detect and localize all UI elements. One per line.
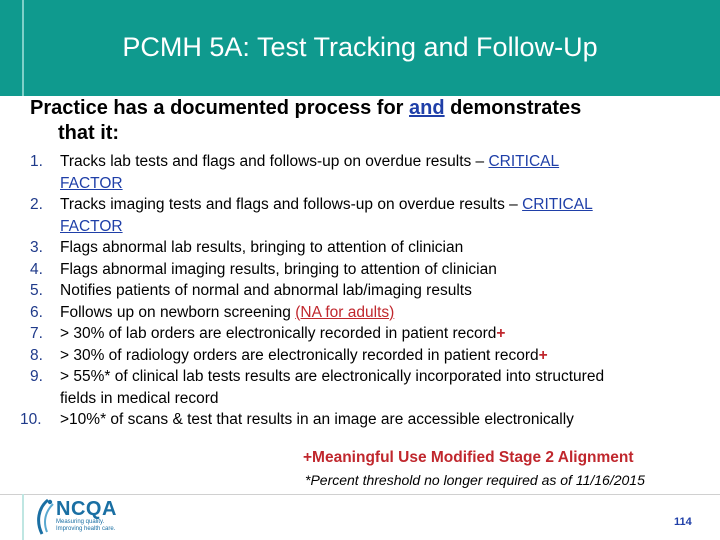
item-text: Follows up on newborn screening <box>60 303 296 321</box>
meaningful-use-note: +Meaningful Use Modified Stage 2 Alignment <box>303 449 634 466</box>
intro-underlined: and <box>409 97 445 119</box>
list-item <box>30 151 700 194</box>
item-text: >10%* of scans & test that results in an image are accessible electronically <box>60 411 574 428</box>
item-text: > 30% of lab orders are electronically recorded in patient record <box>60 325 497 342</box>
list-item <box>30 345 700 367</box>
na-for-adults-note: (NA for adults) <box>295 303 395 321</box>
ncqa-swoosh-icon <box>34 498 56 536</box>
item-text: > 55%* of clinical lab tests results are electronically incorporated into structured <box>60 368 605 385</box>
logo-tagline: Measuring quality. Improving health care. <box>56 519 116 532</box>
item-number: 7. <box>30 325 43 342</box>
list-item <box>30 237 700 259</box>
critical-label-cont: FACTOR <box>60 174 123 192</box>
footer-rule <box>22 494 24 540</box>
page-number: 114 <box>674 516 692 528</box>
list-item <box>30 366 700 409</box>
footer-divider <box>0 494 720 495</box>
slide-title: PCMH 5A: Test Tracking and Follow-Up <box>122 32 598 62</box>
intro-line-2: that it: <box>58 122 120 144</box>
critical-label: CRITICAL <box>522 196 593 213</box>
intro-statement <box>30 96 700 146</box>
item-number: 5. <box>30 282 43 299</box>
item-number: 2. <box>30 196 43 213</box>
list-item <box>30 280 700 302</box>
intro-line-1 <box>30 96 700 121</box>
item-number: 9. <box>30 368 43 385</box>
item-number: 8. <box>30 346 43 364</box>
item-text-cont: fields in medical record <box>60 389 219 407</box>
critical-label-cont: FACTOR <box>60 217 123 235</box>
intro-after: demonstrates <box>444 97 582 119</box>
item-text: Flags abnormal lab results, bringing to attention of clinician <box>60 239 464 256</box>
percent-threshold-note: *Percent threshold no longer required as of 11/16/2015 <box>305 472 645 488</box>
item-text: > 30% of radiology orders are electronically recorded in patient record <box>60 346 539 364</box>
list-item <box>30 302 700 324</box>
logo-wordmark: NCQA <box>56 498 117 520</box>
list-item <box>30 323 700 345</box>
item-number: 1. <box>30 153 43 170</box>
item-number: 6. <box>30 303 43 321</box>
critical-label: CRITICAL <box>488 153 560 170</box>
item-number: 4. <box>30 260 43 278</box>
item-text: Tracks lab tests and flags and follows-up on overdue results – <box>60 153 489 170</box>
item-text: Flags abnormal imaging results, bringing to attention of clinician <box>60 260 497 278</box>
ncqa-logo <box>34 496 126 538</box>
intro-before: Practice has a documented process for <box>30 97 410 119</box>
list-item <box>30 194 700 237</box>
item-text: Tracks imaging tests and flags and follows-up on overdue results – <box>60 196 523 213</box>
item-number: 3. <box>30 239 43 256</box>
item-text: Notifies patients of normal and abnormal lab/imaging results <box>60 282 472 299</box>
factor-list <box>20 151 700 431</box>
list-item <box>30 259 700 281</box>
list-item <box>20 409 700 431</box>
title-bar <box>0 0 720 96</box>
meaningful-use-marker: + <box>538 346 548 364</box>
item-number: 10. <box>20 411 42 428</box>
meaningful-use-marker: + <box>496 325 506 342</box>
